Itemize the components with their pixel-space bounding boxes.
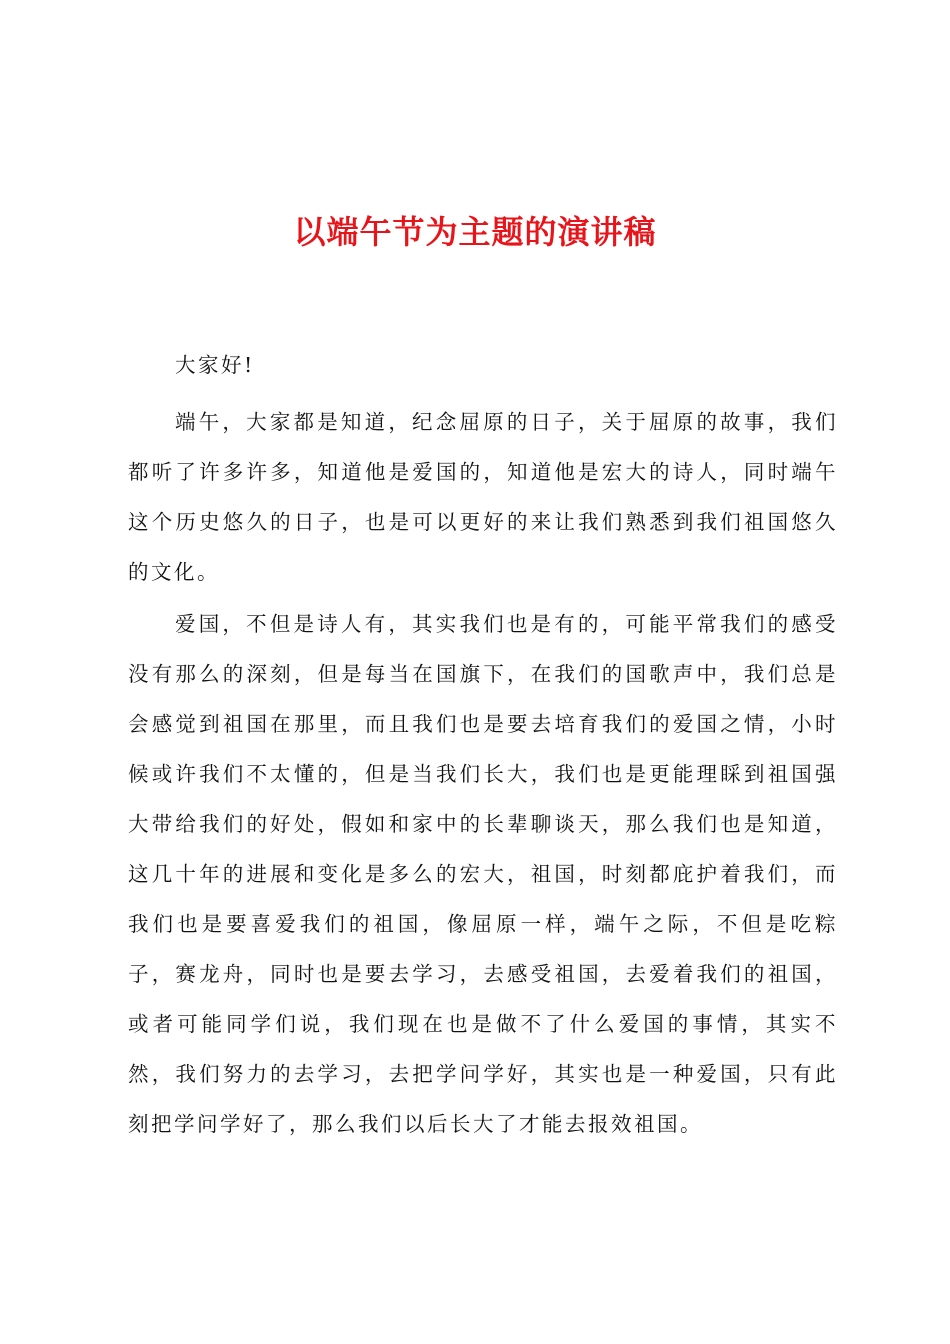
document-body	[128, 345, 838, 1149]
page-title: 以端午节为主题的演讲稿	[293, 213, 657, 251]
greeting-line: 大家好!	[175, 353, 255, 377]
paragraph-2: 爱国，不但是诗人有，其实我们也是有的，可能平常我们的感受没有那么的深刻，但是每当在国旗下，在我们的国歌声中，我们总是会感觉到祖国在那里，而且我们也是要去培育我们的爱国之情，小时候或许我们不太懂的，但是当我们长大，我们也是更能理睬到祖国强大带给我们的好处，假如和家中的长辈聊谈天，那么我们也是知道，这几十年的进展和变化是多么的宏大，祖国，时刻都庇护着我们，而我们也是要喜爱我们的祖国，像屈原一样，端午之际，不但是吃粽子，赛龙舟，同时也是要去学习，去感受祖国，去爱着我们的祖国，或者可能同学们说，我们现在也是做不了什么爱国的事情，其实不然，我们努力的去学习，去把学问学好，其实也是一种爱国，只有此刻把学问学好了，那么我们以后长大了才能去报效祖国。	[128, 612, 838, 1136]
paragraph-1: 端午，大家都是知道，纪念屈原的日子，关于屈原的故事，我们都听了许多许多，知道他是爱国的，知道他是宏大的诗人，同时端午这个历史悠久的日子，也是可以更好的来让我们熟悉到我们祖国悠久的文化。	[128, 410, 838, 584]
